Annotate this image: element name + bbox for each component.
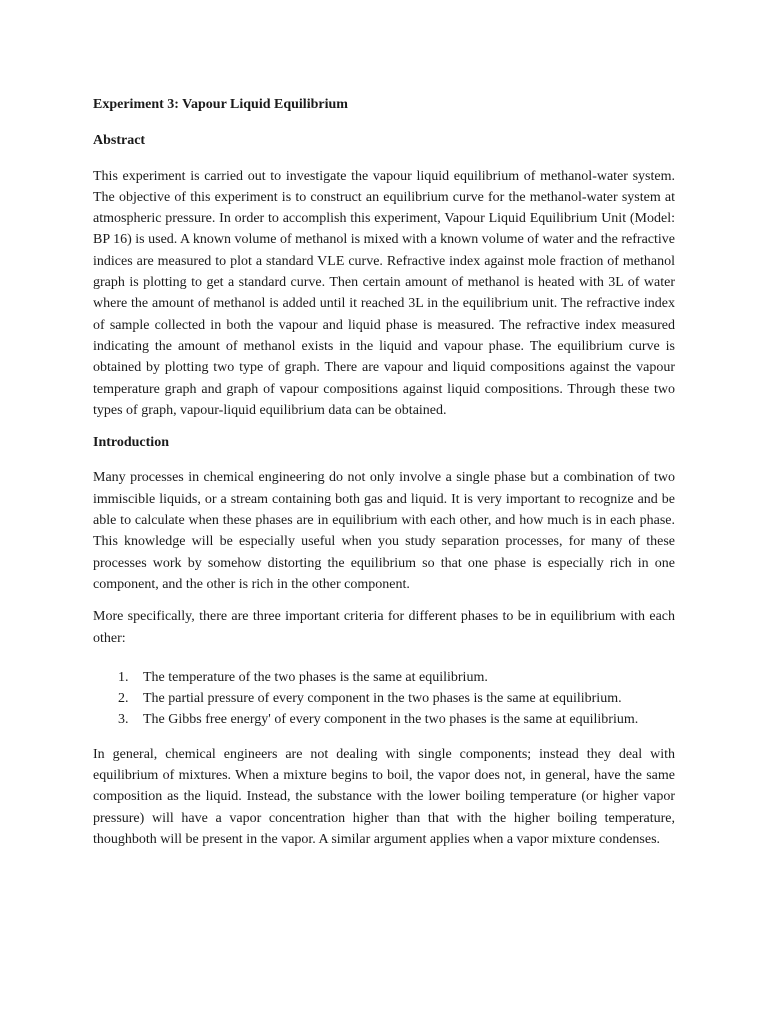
introduction-paragraph-2: More specifically, there are three important criteria for different phases to be in equilibrium with each other: [93, 609, 675, 646]
introduction-paragraph-3: In general, chemical engineers are not dealing with single components; instead they deal with equilibrium of mixtures. When a mixture begins to boil, the vapor does not, in general, have the same composition as the liquid. Instead, the substance with the lower boiling temperature (or higher vapor pressure) will have a vapor concentration higher than that with the higher boiling temperature, thoughboth will be present in the vapor. A similar argument applies when a vapor mixture condenses. [93, 746, 675, 847]
introduction-paragraph-1: Many processes in chemical engineering do not only involve a single phase but a combination of two immiscible liquids, or a stream containing both gas and liquid. It is very important to recognize and be able to calculate when these phases are in equilibrium with each other, and how much is in each phase. This knowledge will be especially useful when you study separation processes, for many of these processes work by somehow distorting the equilibrium so that one phase is especially rich in one component, and the other is rich in the other component. [93, 470, 675, 592]
list-item-number: 3. [118, 712, 129, 728]
list-item-text: The Gibbs free energy' of every component in the two phases is the same at equilibrium. [143, 712, 639, 728]
list-item-number: 2. [118, 691, 129, 707]
list-item-number: 1. [118, 669, 129, 685]
abstract-paragraph: This experiment is carried out to investigate the vapour liquid equilibrium of methanol-water system. The objective of this experiment is to construct an equilibrium curve for the methanol-water system at atmospheric pressure. In order to accomplish this experiment, Vapour Liquid Equilibrium Unit (Model: BP 16) is used. A known volume of methanol is mixed with a known volume of water and the refractive indices are measured to plot a standard VLE curve. Refractive index against mole fraction of methanol graph is plotting to get a standard curve. Then certain amount of methanol is heated with 3L of water where the amount of methanol is added until it reached 3L in the equilibrium unit. The refractive index of sample collected in both the vapour and liquid phase is measured. The refractive index measured indicating the amount of methanol exists in the liquid and vapour phase. The equilibrium curve is obtained by plotting two type of graph. There are vapour and liquid compositions against the vapour temperature graph and graph of vapour compositions against liquid compositions. Through these two types of graph, vapour-liquid equilibrium data can be obtained. [93, 168, 675, 418]
introduction-heading: Introduction [93, 435, 169, 451]
document-title: Experiment 3: Vapour Liquid Equilibrium [93, 97, 348, 112]
document-page [93, 94, 675, 861]
abstract-heading: Abstract [93, 133, 146, 149]
list-item [93, 688, 675, 709]
list-item [93, 709, 675, 730]
list-item-text: The partial pressure of every component in the two phases is the same at equilibrium. [143, 691, 622, 707]
list-item-text: The temperature of the two phases is the same at equilibrium. [143, 669, 488, 685]
criteria-list [93, 667, 675, 731]
list-item [93, 667, 675, 688]
